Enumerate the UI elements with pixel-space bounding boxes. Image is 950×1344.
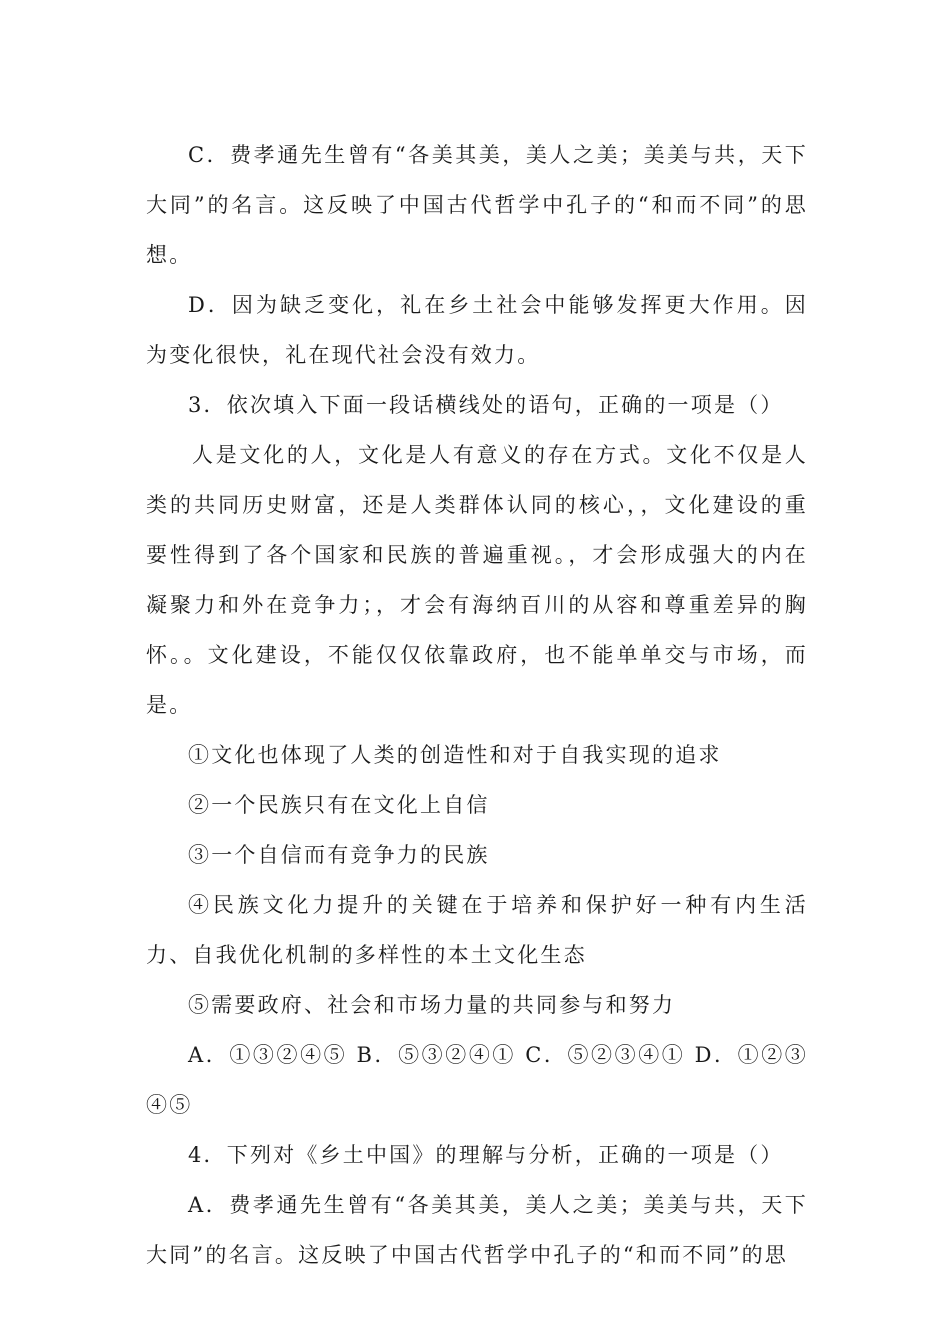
question-4-stem: 4．下列对《乡土中国》的理解与分析，正确的一项是（） <box>188 1143 784 1167</box>
document-body <box>146 130 808 1280</box>
question-4-option-a: A．费孝通先生曾有“各美其美，美人之美；美美与共，天下大同”的名言。这反映了中国古代哲学中孔子的“和而不同”的思 <box>146 1193 808 1267</box>
sentence-4: ④民族文化力提升的关键在于培养和保护好一种有内生活力、自我优化机制的多样性的本土文化生态 <box>146 893 808 967</box>
option-d-paragraph: D．因为缺乏变化，礼在乡土社会中能够发挥更大作用。因为变化很快，礼在现代社会没有效力。 <box>146 293 808 367</box>
sentence-5: ⑤需要政府、社会和市场力量的共同参与和努力 <box>188 993 676 1017</box>
sentence-2: ②一个民族只有在文化上自信 <box>188 793 490 817</box>
sentence-3: ③一个自信而有竞争力的民族 <box>188 843 490 867</box>
question-3-passage: 人是文化的人，文化是人有意义的存在方式。文化不仅是人类的共同历史财富，还是人类群体认同的核心，，文化建设的重要性得到了各个国家和民族的普遍重视。，才会形成强大的内在凝聚力和外在竞争力；，才会有海纳百川的从容和尊重差异的胸怀。。文化建设，不能仅仅依靠政府，也不能单单交与市场，而是。 <box>146 443 808 717</box>
question-3-stem: 3．依次填入下面一段话横线处的语句，正确的一项是（） <box>188 393 784 417</box>
option-c-paragraph: C．费孝通先生曾有“各美其美，美人之美；美美与共，天下大同”的名言。这反映了中国古代哲学中孔子的“和而不同”的思想。 <box>146 143 808 267</box>
question-3-options: A．①③②④⑤ B．⑤③②④① C．⑤②③④① D．①②③④⑤ <box>146 1043 808 1117</box>
sentence-1: ①文化也体现了人类的创造性和对于自我实现的追求 <box>188 743 722 767</box>
